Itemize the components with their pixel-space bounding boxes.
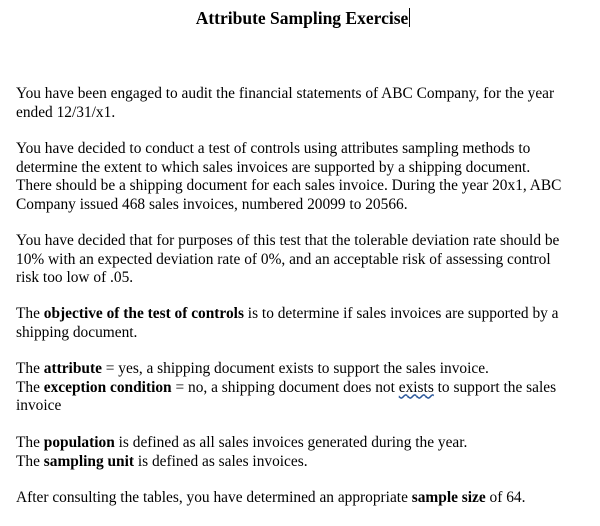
bold-term-sampling-unit: sampling unit	[43, 452, 135, 470]
paragraph-deviation-rates[interactable]	[16, 232, 590, 288]
paragraph-line: invoice	[16, 397, 62, 414]
paragraph-test-of-controls[interactable]	[16, 140, 590, 214]
paragraph-sample-size[interactable]	[16, 489, 590, 508]
paragraph-line: 10% with an expected deviation rate of 0%, and an acceptable risk of assessing control	[16, 250, 551, 268]
paragraph-line	[16, 453, 590, 472]
paragraph-objective[interactable]	[16, 305, 590, 342]
paragraph-line: ended 12/31/x1.	[16, 103, 116, 121]
text-run: The	[16, 378, 44, 396]
grammar-flagged-word[interactable]: exists	[398, 378, 434, 396]
document-title[interactable]	[16, 6, 590, 30]
text-run: is defined as all sales invoices generated during the year.	[114, 434, 468, 451]
paragraph-line: You have decided to conduct a test of controls using attributes sampling methods to	[16, 140, 531, 157]
text-run: is defined as sales invoices.	[134, 452, 308, 470]
text-run: = no, a shipping document does not	[171, 378, 399, 396]
bold-term-objective: objective of the test of controls	[43, 305, 244, 322]
paragraph-line: Company issued 468 sales invoices, numbered 20099 to 20566.	[16, 195, 408, 213]
paragraph-engagement[interactable]	[16, 85, 590, 122]
paragraph-line: risk too low of .05.	[16, 269, 134, 286]
paragraph-line	[16, 360, 590, 379]
paragraph-line: You have decided that for purposes of this test that the tolerable deviation rate should be	[16, 232, 560, 249]
title-text: Attribute Sampling Exercise	[195, 8, 409, 28]
bold-term-population: population	[43, 434, 115, 451]
text-run: of 64.	[485, 489, 526, 506]
text-run: to support the sales	[433, 378, 557, 396]
bold-term-sample-size: sample size	[411, 489, 486, 506]
paragraph-attribute-exception[interactable]	[16, 360, 590, 416]
paragraph-line	[16, 305, 590, 324]
paragraph-line	[16, 434, 590, 453]
text-run: The	[16, 434, 44, 451]
text-run: The	[16, 305, 44, 322]
paragraph-line	[16, 379, 590, 398]
text-run: The	[16, 360, 44, 377]
text-cursor	[409, 8, 410, 27]
paragraph-line: shipping document.	[16, 323, 138, 341]
text-run: = yes, a shipping document exists to support the sales invoice.	[101, 360, 489, 377]
text-run: After consulting the tables, you have determined an appropriate	[16, 489, 412, 506]
paragraph-line: determine the extent to which sales invoices are supported by a shipping document.	[16, 158, 531, 176]
bold-term-attribute: attribute	[43, 360, 102, 377]
text-run: is to determine if sales invoices are supported by a	[243, 305, 559, 322]
bold-term-exception-condition: exception condition	[43, 378, 172, 396]
paragraph-line	[16, 489, 590, 508]
paragraph-line: There should be a shipping document for each sales invoice. During the year 20x1, ABC	[16, 177, 562, 194]
document-page[interactable]	[16, 6, 590, 506]
paragraph-line: You have been engaged to audit the financial statements of ABC Company, for the year	[16, 85, 555, 102]
paragraph-population[interactable]	[16, 434, 590, 471]
text-run: The	[16, 452, 44, 470]
window-top-edge	[0, 0, 600, 3]
